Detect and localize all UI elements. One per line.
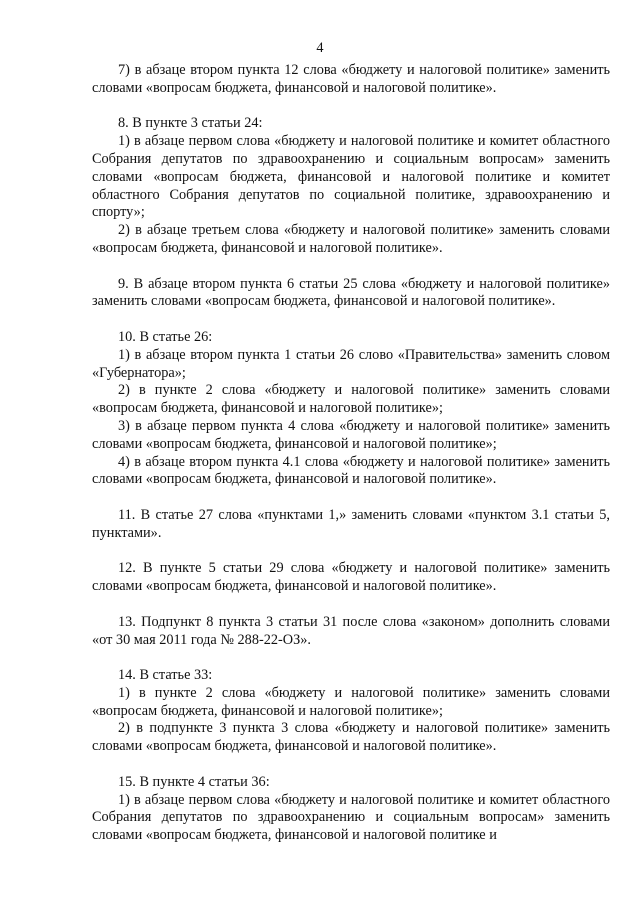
amendment-heading-paragraph: 12. В пункте 5 статьи 29 слова «бюджету и налоговой политике» заменить словами «вопросам бюджета, финансовой и налоговой политике».: [92, 560, 610, 595]
amendment-heading-paragraph: 9. В абзаце втором пункта 6 статьи 25 слова «бюджету и налоговой политике» заменить словами «вопросам бюджета, финансовой и налоговой политике».: [92, 275, 610, 310]
amendment-block: [92, 667, 610, 756]
amendment-block: [92, 329, 610, 489]
amendment-subparagraph: 1) в абзаце первом слова «бюджету и налоговой политике и комитет областного Собрания депутатов по здравоохранению и социальным вопросам» заменить словами «вопросам бюджета, финансовой и налоговой политике и: [92, 791, 610, 844]
amendment-heading-paragraph: 10. В статье 26:: [118, 328, 213, 345]
amendment-block: [92, 614, 610, 650]
amendment-heading-paragraph: 13. Подпункт 8 пункта 3 статьи 31 после слова «законом» дополнить словами «от 30 мая 2011 года № 288-22-ОЗ».: [92, 613, 610, 648]
amendment-block: [92, 774, 610, 845]
amendment-block: [92, 115, 610, 257]
page-number: 4: [316, 40, 324, 56]
amendment-heading-paragraph: 11. В статье 27 слова «пунктами 1,» заменить словами «пунктом 3.1 статьи 5, пунктами».: [92, 506, 610, 541]
amendment-subparagraph: 3) в абзаце первом пункта 4 слова «бюджету и налоговой политике» заменить словами «вопросам бюджета, финансовой и налоговой политике»;: [92, 417, 610, 452]
amendment-subparagraph: 2) в подпункте 3 пункта 3 слова «бюджету и налоговой политике» заменить словами «вопросам бюджета, финансовой и налоговой политике».: [92, 720, 610, 755]
amendment-block: [92, 560, 610, 596]
amendment-heading-paragraph: 14. В статье 33:: [118, 667, 213, 684]
amendment-subparagraph: 1) в абзаце первом слова «бюджету и налоговой политике и комитет областного Собрания депутатов по здравоохранению и социальным вопросам» заменить словами «вопросам бюджета, финансовой и налоговой политике и комитет областного Собрания депутатов по социальной политике, здравоохранению и спорту»;: [92, 133, 610, 221]
amendment-heading-paragraph: 8. В пункте 3 статьи 24:: [118, 115, 263, 132]
amendment-subparagraph: 1) в абзаце втором пункта 1 статьи 26 слово «Правительства» заменить словом «Губернатора»;: [92, 346, 610, 381]
amendment-heading-paragraph: 15. В пункте 4 статьи 36:: [118, 773, 270, 790]
amendment-block: [92, 62, 610, 98]
amendment-subparagraph: 4) в абзаце втором пункта 4.1 слова «бюджету и налоговой политике» заменить словами «вопросам бюджета, финансовой и налоговой политике».: [92, 453, 610, 488]
amendment-block: [92, 276, 610, 312]
amendment-subparagraph: 2) в абзаце третьем слова «бюджету и налоговой политике» заменить словами «вопросам бюджета, финансовой и налоговой политике».: [92, 222, 610, 256]
amendment-block: [92, 507, 610, 543]
amendment-subparagraph: 2) в пункте 2 слова «бюджету и налоговой политике» заменить словами «вопросам бюджета, финансовой и налоговой политике»;: [92, 382, 610, 417]
document-body: [92, 62, 610, 863]
amendment-heading-paragraph: 7) в абзаце втором пункта 12 слова «бюджету и налоговой политике» заменить словами «вопросам бюджета, финансовой и налоговой политике».: [92, 62, 610, 96]
amendment-subparagraph: 1) в пункте 2 слова «бюджету и налоговой политике» заменить словами «вопросам бюджета, финансовой и налоговой политике»;: [92, 684, 610, 719]
